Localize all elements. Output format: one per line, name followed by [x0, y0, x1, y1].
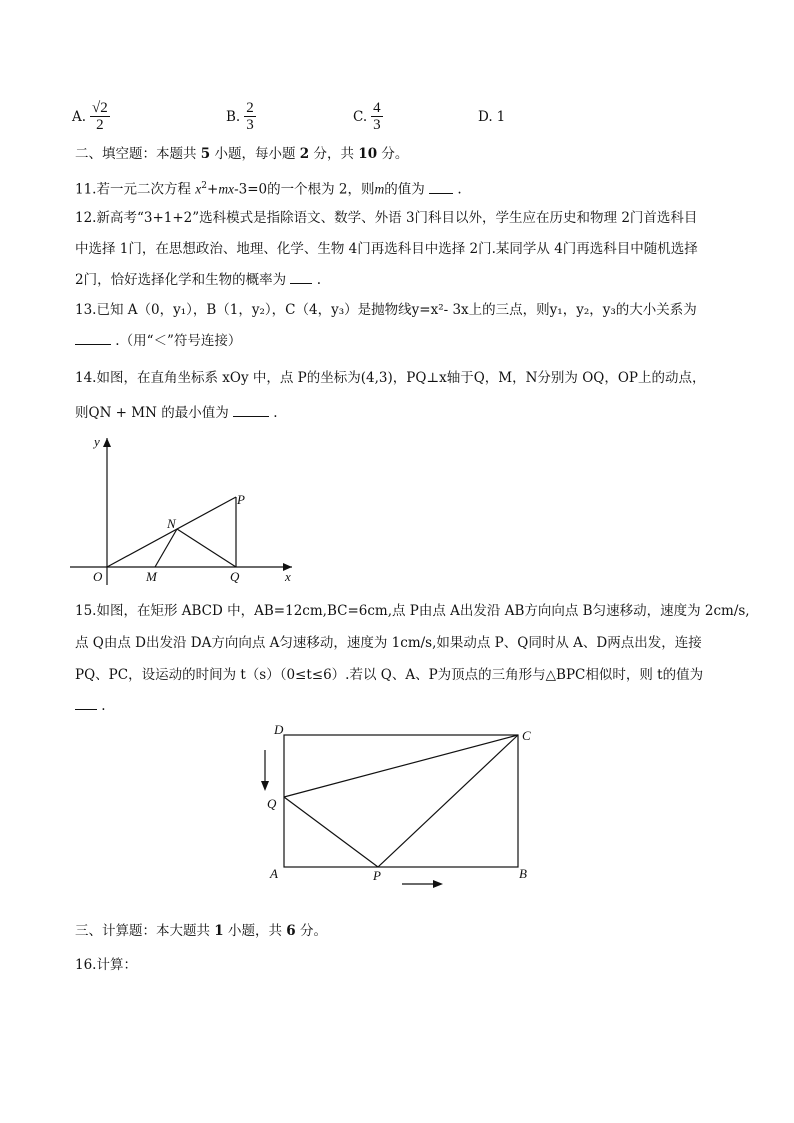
label-p: P	[373, 868, 381, 883]
segment-qp	[284, 797, 378, 867]
label-q: Q	[230, 569, 240, 584]
option-c-fraction: $\frac{4}{3}$	[373, 100, 381, 133]
segment-qc	[284, 735, 518, 797]
label-m: M	[146, 569, 157, 584]
label-o: O	[93, 569, 103, 584]
option-b-fraction: $\frac{2}{3}$	[246, 100, 254, 133]
question-13-line-2: .（用“＜”符号连接）	[75, 331, 241, 351]
y-axis-arrow	[103, 438, 111, 447]
question-15-line-4: .	[75, 696, 106, 716]
rectangle-figure	[255, 715, 545, 895]
question-16: 16.计算：	[75, 957, 137, 973]
answer-blank[interactable]	[429, 193, 453, 194]
answer-blank[interactable]	[75, 709, 97, 710]
option-a: A. $\frac{√2}{2}$	[72, 100, 108, 133]
question-14-line-1: 14.如图，在直角坐标系 xOy 中，点 P的坐标为(4,3)，PQ⊥x轴于Q，M，N分别为 OQ，OP上的动点，	[75, 370, 706, 386]
label-c: C	[522, 728, 531, 743]
label-x: x	[285, 569, 291, 584]
question-12-line-2: 中选择 1门，在思想政治、地理、化学、生物 4门再选科目中选择 2门.某同学从 4门再选科目中随机选择	[75, 241, 698, 257]
label-a: A	[270, 866, 278, 881]
label-n: N	[167, 516, 176, 531]
question-14-line-2: 则QN + MN 的最小值为 .	[75, 405, 278, 421]
option-b: B. $\frac{2}{3}$	[226, 100, 254, 133]
label-y: y	[94, 434, 100, 449]
question-15-line-2: 点 Q由点 D出发沿 DA方向向点 A匀速移动，速度为 1cm/s,如果动点 P、Q同时从 A、D两点出发，连接	[75, 635, 702, 651]
section-3-header: 三、计算题：本大题共 1 小题，共 6 分。	[75, 923, 327, 939]
question-12-line-3: 2门，恰好选择化学和生物的概率为 .	[75, 272, 321, 288]
option-d: D. 1	[478, 109, 506, 125]
question-15-line-1: 15.如图，在矩形 ABCD 中，AB=12cm,BC=6cm,点 P由点 A出发沿 AB方向向点 B匀速移动，速度为 2cm/s,	[75, 603, 750, 619]
section-2-header: 二、填空题：本题共 5 小题，每小题 2 分，共 10 分。	[75, 146, 409, 162]
label-q: Q	[267, 796, 277, 811]
question-13-line-1: 13.已知 A（0，y₁），B（1，y₂），C（4，y₃）是抛物线y=x²- 3x上的三点，则y₁，y₂，y₃的大小关系为	[75, 302, 697, 318]
segment-op	[107, 497, 236, 567]
option-c: C. $\frac{4}{3}$	[353, 100, 381, 133]
arrow-down-icon	[261, 781, 269, 791]
question-12-line-1: 12.新高考“3+1+2”选科模式是指除语文、数学、外语 3门科目以外，学生应在历史和物理 2门首选科目	[75, 210, 698, 226]
label-p: P	[237, 492, 245, 507]
answer-blank[interactable]	[75, 344, 111, 345]
coordinate-figure	[70, 430, 310, 590]
rectangle-abcd	[284, 735, 518, 867]
segment-nq	[177, 529, 236, 567]
label-b: B	[519, 866, 527, 881]
segment-pc	[378, 735, 518, 867]
question-11: 11.若一元二次方程 $x^2+mx-3=0$的一个根为 2，则m的值为 .	[75, 181, 462, 198]
answer-blank[interactable]	[290, 283, 312, 284]
question-15-line-3: PQ、PC，设运动的时间为 t（s）（0≤t≤6）.若以 Q、A、P为顶点的三角形与△BPC相似时，则 t的值为	[75, 667, 704, 683]
arrow-right-icon	[433, 880, 443, 888]
label-d: D	[274, 722, 284, 737]
option-a-fraction: $\frac{√2}{2}$	[92, 100, 108, 133]
answer-blank[interactable]	[233, 416, 269, 417]
